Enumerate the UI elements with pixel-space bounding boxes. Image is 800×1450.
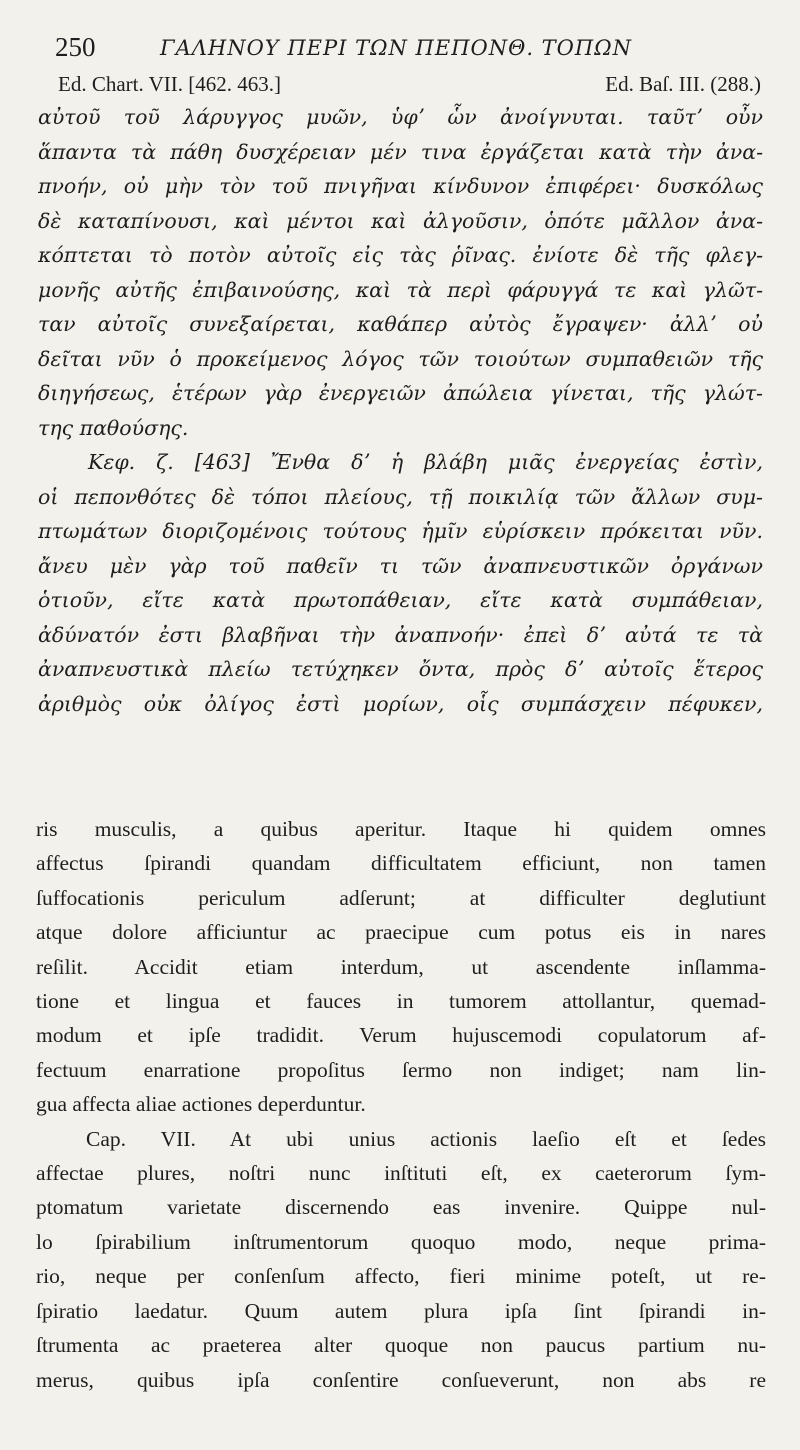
greek-line: ἀδύνατόν ἐστι βλαβῆναι τὴν ἀναπνοήν· ἐπεὶ δʼ αὐτά τε τὰ bbox=[38, 622, 763, 647]
latin-line: ſtrumenta ac praeterea alter quoque non paucus partium nu- bbox=[36, 1333, 766, 1358]
greek-line: διηγήσεως, ἑτέρων γὰρ ἐνεργειῶν ἀπώλεια γίνεται, τῆς γλώτ- bbox=[38, 381, 763, 405]
latin-line: affectus ſpirandi quandam difficultatem efficiunt, non tamen bbox=[36, 851, 766, 876]
latin-line: affectae plures, noſtri nunc inſtituti eſt, ex caeterorum ſym- bbox=[36, 1161, 766, 1186]
latin-line: lo ſpirabilium inſtrumentorum quoquo modo, neque prima- bbox=[36, 1229, 766, 1254]
latin-line: merus, quibus ipſa conſentire conſueverunt, non abs re bbox=[36, 1367, 766, 1392]
latin-line: atque dolore afficiuntur ac praecipue cum potus eis in nares bbox=[36, 920, 766, 945]
greek-line: μονῆς αὐτῆς ἐπιβαινούσης, καὶ τὰ περὶ φάρυγγά τε καὶ γλῶτ- bbox=[38, 277, 763, 302]
greek-line: οἱ πεπονθότες δὲ τόποι πλείους, τῇ ποικιλίᾳ τῶν ἄλλων συμ- bbox=[38, 484, 763, 509]
running-title: ΓΑΛΗΝΟΥ ΠΕΡΙ ΤΩΝ ΠΕΠΟΝΘ. ΤΟΠΩΝ bbox=[160, 36, 632, 60]
greek-line: ἀναπνευστικὰ πλείω τετύχηκεν ὄντα, πρὸς δʼ αὐτοῖς ἕτερος bbox=[38, 657, 763, 681]
greek-line: ἅπαντα τὰ πάθη δυσχέρειαν μέν τινα ἐργάζεται κατὰ τὴν ἀνα- bbox=[38, 139, 763, 164]
edition-reference-chartier: Ed. Chart. VII. [462. 463.] bbox=[58, 72, 281, 96]
greek-line: δὲ καταπίνουσι, καὶ μέντοι καὶ ἀλγοῦσιν, ὁπότε μᾶλλον ἀνα- bbox=[38, 208, 763, 233]
edition-reference-line bbox=[58, 72, 761, 100]
greek-line: κόπτεται τὸ ποτὸν αὐτοῖς εἰς τὰς ῥῖνας. ἐνίοτε δὲ τῆς φλεγ- bbox=[38, 243, 763, 267]
latin-line: rio, neque per conſenſum affecto, fieri minime poteſt, ut re- bbox=[36, 1264, 766, 1289]
greek-chapter-heading-line: Κεφ. ζ. [463] Ἔνθα δʼ ἡ βλάβη μιᾶς ἐνεργείας ἐστὶν, bbox=[88, 450, 763, 474]
latin-chapter-heading-line: Cap. VII. At ubi unius actionis laeſio eſt et ſedes bbox=[86, 1126, 766, 1151]
latin-line: tione et lingua et fauces in tumorem attollantur, quemad- bbox=[36, 989, 766, 1014]
page-number: 250 bbox=[55, 32, 96, 62]
latin-line: ptomatum varietate discernendo eas invenire. Quippe nul- bbox=[36, 1195, 766, 1220]
latin-line: modum et ipſe tradidit. Verum hujuscemodi copulatorum af- bbox=[36, 1023, 766, 1048]
edition-reference-basel: Ed. Baſ. III. (288.) bbox=[605, 72, 761, 96]
greek-line: πνοήν, οὐ μὴν τὸν τοῦ πνιγῆναι κίνδυνον ἐπιφέρει· δυσκόλως bbox=[38, 174, 763, 198]
latin-line: gua affecta aliae actiones deperduntur. bbox=[36, 1092, 366, 1117]
greek-line: αὐτοῦ τοῦ λάρυγγος μυῶν, ὑφʼ ὧν ἀνοίγνυται. ταῦτʼ οὖν bbox=[38, 105, 763, 129]
greek-line: της παθούσης. bbox=[38, 415, 189, 440]
latin-line: ſuffocationis periculum adſerunt; at difficulter deglutiunt bbox=[36, 885, 766, 910]
latin-line: reſilit. Accidit etiam interdum, ut ascendente inſlamma- bbox=[36, 954, 766, 979]
latin-text-block bbox=[36, 812, 766, 1397]
greek-line: πτωμάτων διοριζομένοις τούτους ἡμῖν εὑρίσκειν πρόκειται νῦν. bbox=[38, 519, 763, 543]
latin-line: ris musculis, a quibus aperitur. Itaque hi quidem omnes bbox=[36, 817, 766, 841]
page-header bbox=[55, 28, 755, 68]
greek-line: ταν αὐτοῖς συνεξαίρεται, καθάπερ αὐτὸς ἔγραψεν· ἀλλʼ οὐ bbox=[38, 312, 763, 336]
greek-line: ὁτιοῦν, εἴτε κατὰ πρωτοπάθειαν, εἴτε κατὰ συμπάθειαν, bbox=[38, 588, 763, 612]
latin-line: fectuum enarratione propoſitus ſermo non indiget; nam lin- bbox=[36, 1057, 766, 1082]
greek-line: ἄνευ μὲν γὰρ τοῦ παθεῖν τι τῶν ἀναπνευστικῶν ὀργάνων bbox=[38, 553, 763, 578]
latin-line: ſpiratio laedatur. Quum autem plura ipſa ſint ſpirandi in- bbox=[36, 1298, 766, 1323]
greek-line: δεῖται νῦν ὁ προκείμενος λόγος τῶν τοιούτων συμπαθειῶν τῆς bbox=[38, 346, 763, 371]
greek-line: ἀριθμὸς οὐκ ὀλίγος ἐστὶ μορίων, οἷς συμπάσχειν πέφυκεν, bbox=[38, 691, 763, 716]
greek-text-block bbox=[38, 100, 763, 721]
